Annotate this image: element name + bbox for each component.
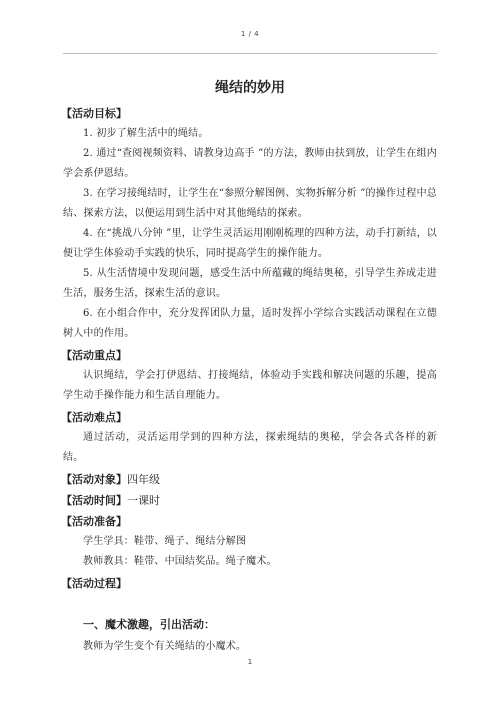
- goal-item-5: 5. 从生活情境中发现问题，感受生活中所蕴藏的绳结奥秘，引导学生养成走进生活，服务生活，探索生活的意识。: [63, 268, 437, 299]
- goals-heading: 【活动目标】: [61, 107, 127, 120]
- difficulties-text: 通过活动，灵活运用学到的四种方法，探索绳结的奥秘，学会各式各样的新结。: [63, 432, 437, 463]
- goal-item-3: 3. 在学习接绳结时，让学生在“参照分解图例、实物拆解分析 ”的操作过程中总结、探索方法，以便运用到生活中对其他绳结的探索。: [63, 188, 437, 219]
- goal-item-6: 6. 在小组合作中，充分发挥团队力量，适时发挥小学综合实践活动课程在立德树人中的作用。: [63, 308, 437, 339]
- key-points-text: 认识绳结，学会打伊恩结、打接绳结，体验动手实践和解决问题的乐趣，提高学生动手操作能力和生活自理能力。: [63, 370, 437, 401]
- page-number: 1: [247, 658, 253, 666]
- difficulties-heading: 【活动难点】: [61, 411, 127, 424]
- header-divider: [63, 53, 437, 54]
- target-line: [61, 470, 437, 489]
- preparation-heading: 【活动准备】: [61, 515, 127, 528]
- goal-item-1: 1. 初步了解生活中的绳结。: [83, 128, 209, 139]
- time-heading: 【活动时间】: [61, 494, 127, 507]
- process-step1-text: 教师为学生变个有关绳结的小魔术。: [83, 641, 247, 652]
- target-value: 四年级: [127, 473, 160, 486]
- document-title: 绳结的妙用: [215, 80, 285, 96]
- student-tools: 学生学具：鞋带、绳子、绳结分解图: [83, 536, 247, 547]
- time-line: [61, 491, 437, 510]
- goal-item-2: 2. 通过“查阅视频资料、请教身边高手 ”的方法，教师由扶到放，让学生在组内学会系伊恩结。: [63, 148, 437, 179]
- goal-item-4: 4. 在“挑战八分钟 ”里，让学生灵活运用刚刚梳理的四种方法，动手打新结，以便让学生体验动手实践的快乐，同时提高学生的操作能力。: [63, 228, 437, 259]
- target-heading: 【活动对象】: [61, 473, 127, 486]
- time-value: 一课时: [127, 494, 160, 507]
- page-indicator: 1 / 4: [240, 30, 260, 38]
- key-points-heading: 【活动重点】: [61, 349, 127, 362]
- document-body: [63, 66, 437, 657]
- teacher-tools: 教师教具：鞋带、中国结奖品。绳子魔术。: [83, 556, 277, 567]
- process-step1-heading: 一、魔术激趣，引出活动：: [83, 618, 215, 631]
- process-heading: 【活动过程】: [61, 577, 127, 590]
